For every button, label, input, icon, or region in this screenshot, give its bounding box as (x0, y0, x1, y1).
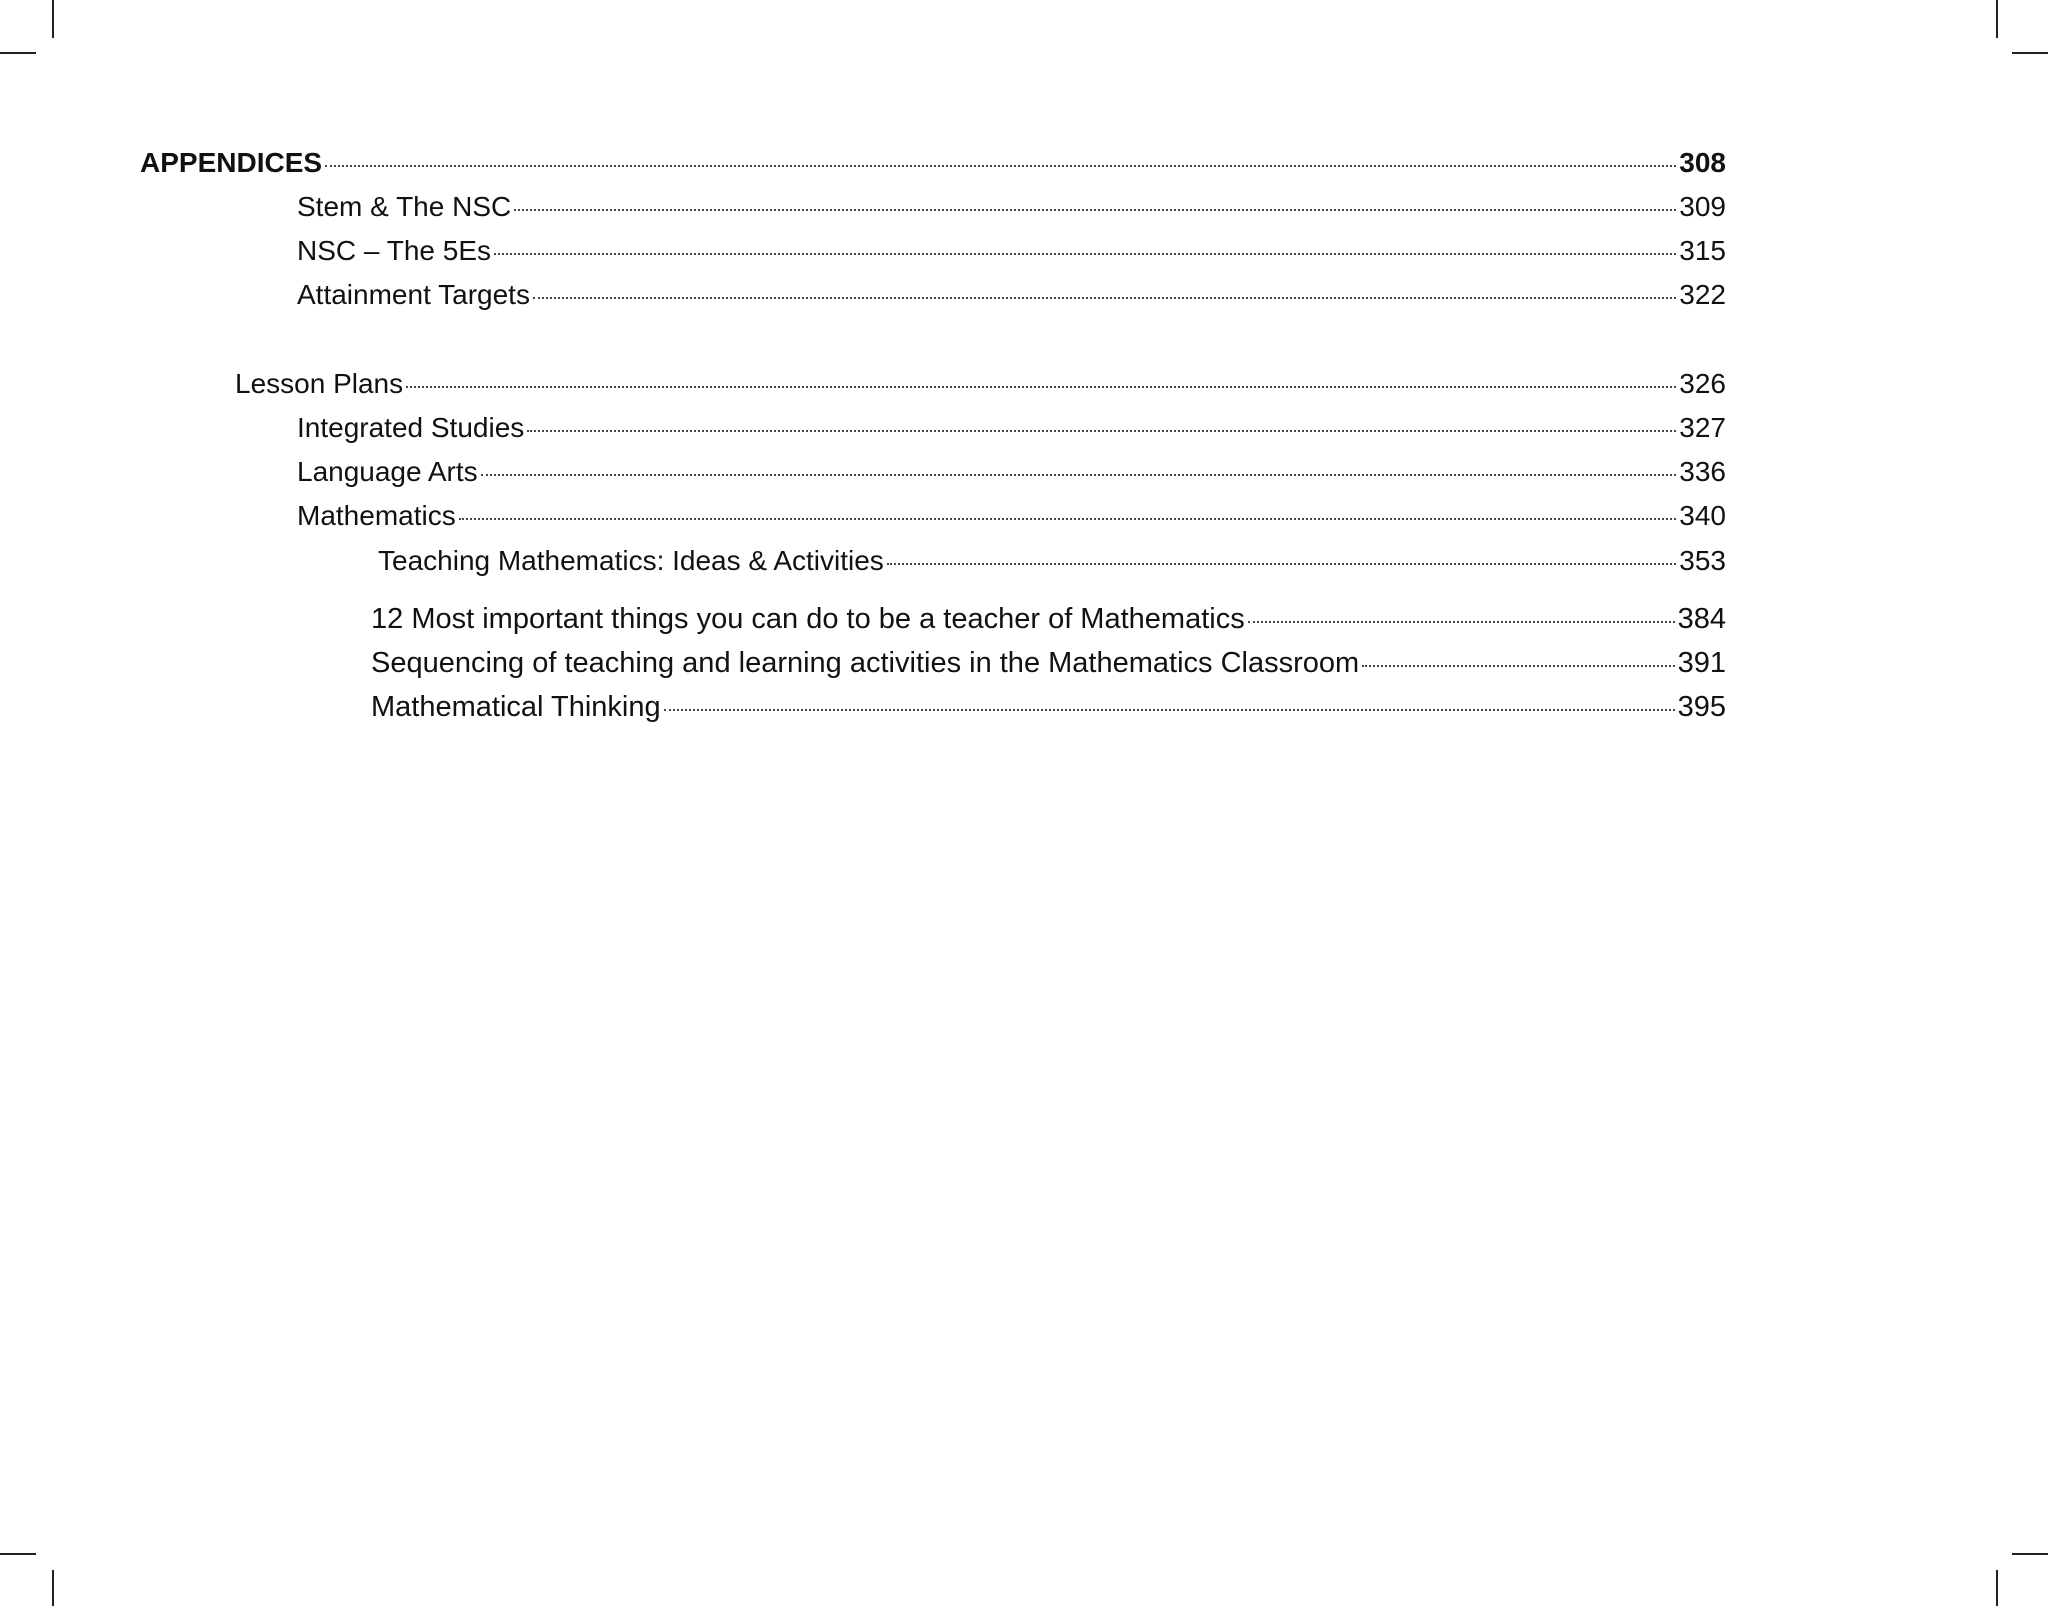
toc-entry-stem-nsc[interactable] (297, 190, 1726, 224)
dot-leader (664, 709, 1675, 711)
toc-entry-label: Integrated Studies (297, 412, 525, 443)
toc-entry-label: APPENDICES (140, 147, 323, 178)
toc-entry-label: Stem & The NSC (297, 191, 512, 222)
toc-entry-page-number: 315 (1679, 235, 1726, 266)
dot-leader (325, 165, 1676, 167)
toc-entry-page-number: 308 (1679, 147, 1726, 178)
toc-entry-label: Attainment Targets (297, 279, 530, 310)
toc-entry-12-most-important-things[interactable] (371, 602, 1726, 636)
dot-leader (494, 253, 1676, 255)
toc-entry-label: Teaching Mathematics: Ideas & Activities (378, 545, 884, 576)
dot-leader (887, 563, 1676, 565)
toc-entry-page-number: 391 (1677, 647, 1726, 679)
toc-entry-page-number: 309 (1679, 191, 1726, 222)
toc-entry-mathematical-thinking[interactable] (371, 690, 1726, 724)
toc-entry-lesson-plans[interactable] (235, 367, 1726, 401)
dot-leader (1362, 665, 1674, 667)
toc-entry-label: Language Arts (297, 456, 478, 487)
toc-entry-label: Mathematics (297, 500, 456, 531)
toc-entry-label: Lesson Plans (235, 368, 404, 399)
toc-entry-label: Sequencing of teaching and learning activities in the Mathematics Classroom (371, 647, 1360, 679)
dot-leader (1248, 621, 1675, 623)
dot-leader (481, 474, 1677, 476)
toc-entry-page-number: 326 (1679, 368, 1726, 399)
toc-entry-label: 12 Most important things you can do to be a teacher of Mathematics (371, 603, 1245, 635)
toc-entry-language-arts[interactable] (297, 455, 1726, 489)
dot-leader (533, 297, 1676, 299)
toc-entry-label: NSC – The 5Es (297, 235, 492, 266)
toc-entry-nsc-5es[interactable] (297, 234, 1726, 268)
toc-entry-teaching-mathematics[interactable] (378, 544, 1726, 578)
toc-entry-label: Mathematical Thinking (371, 691, 661, 723)
toc-entry-sequencing-activities[interactable] (371, 646, 1726, 680)
toc-entry-appendices[interactable] (140, 146, 1726, 180)
toc-entry-page-number: 384 (1677, 603, 1726, 635)
toc-entry-page-number: 327 (1679, 412, 1726, 443)
toc-entry-page-number: 340 (1679, 500, 1726, 531)
dot-leader (459, 518, 1677, 520)
toc-entry-attainment-targets[interactable] (297, 278, 1726, 312)
toc-entry-mathematics[interactable] (297, 499, 1726, 533)
toc-entry-page-number: 353 (1679, 545, 1726, 576)
dot-leader (527, 430, 1676, 432)
toc-entry-integrated-studies[interactable] (297, 411, 1726, 445)
toc-entry-page-number: 322 (1679, 279, 1726, 310)
dot-leader (514, 209, 1676, 211)
dot-leader (406, 386, 1676, 388)
toc-entry-page-number: 336 (1679, 456, 1726, 487)
toc-entry-page-number: 395 (1677, 691, 1726, 723)
